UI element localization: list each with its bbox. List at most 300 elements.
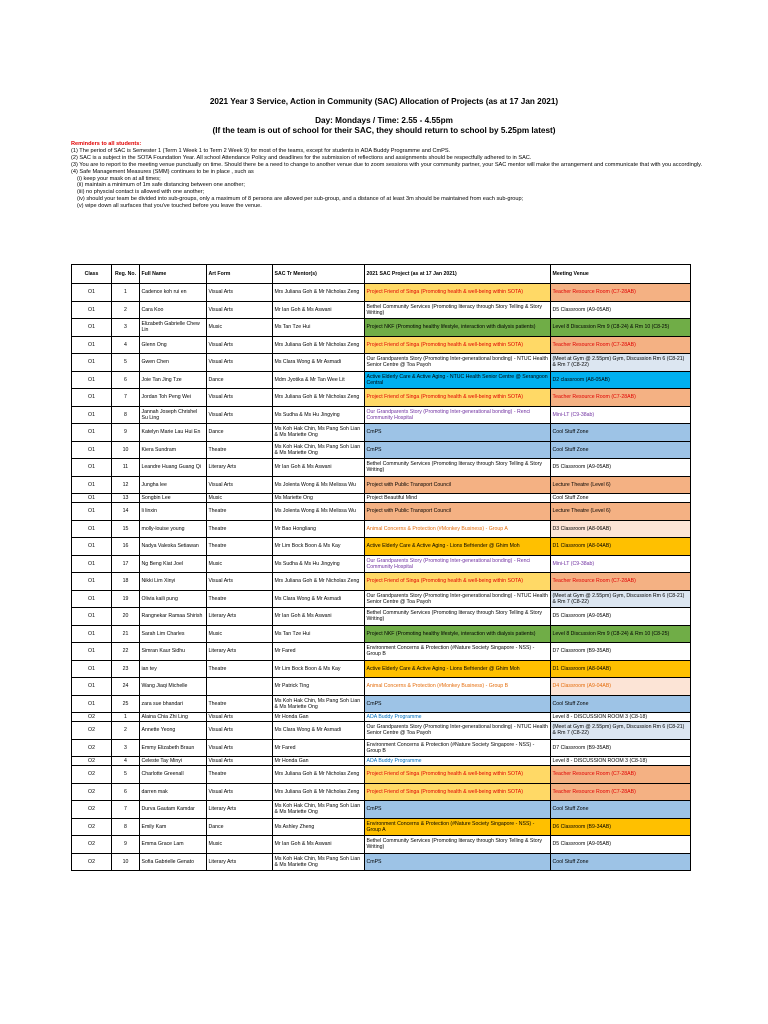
cell-full-name: Rangnekar Ramaa Shirish (140, 608, 207, 626)
table-row (72, 783, 691, 801)
cell-reg-no: 22 (112, 643, 140, 661)
cell-venue: D7 Classroom (B9-35AB) (551, 739, 691, 757)
cell-full-name: Emmy Elizabeth Braun (140, 739, 207, 757)
cell-project: Animal Concerns & Protection (#Monkey Business) - Group A (365, 520, 551, 538)
cell-project: Project Friend of Singa (Promoting health & well-being within SOTA) (365, 783, 551, 801)
table-row (72, 695, 691, 713)
cell-class: O1 (72, 476, 112, 494)
cell-project: CmPS (365, 424, 551, 442)
cell-art-form: Dance (207, 371, 273, 389)
cell-art-form: Theatre (207, 590, 273, 608)
cell-project: Project NKF (Promoting healthy lifestyle, interaction with dialysis patients) (365, 319, 551, 337)
table-row (72, 354, 691, 372)
cell-mentor: Mr Fared (273, 739, 365, 757)
cell-project: ADA Buddy Programme (365, 713, 551, 722)
cell-project: Active Elderly Care & Active Aging - NTUC Health Senior Centre @ Serangoon Central (365, 371, 551, 389)
col-header-art-form: Art Form (207, 265, 273, 284)
cell-reg-no: 5 (112, 766, 140, 784)
cell-mentor: Mr Ian Goh & Ms Aswani (273, 459, 365, 477)
cell-project: Our Grandparents Story (Promoting Inter-generational bonding) - Renci Community Hospital (365, 406, 551, 424)
cell-full-name: ian tey (140, 660, 207, 678)
cell-mentor: Ms Tan Tze Hui (273, 625, 365, 643)
smm-item: (i) keep your mask on at all times; (77, 175, 161, 182)
table-row (72, 836, 691, 854)
cell-full-name: li linxin (140, 503, 207, 521)
table-body (72, 284, 691, 871)
table-row (72, 301, 691, 319)
cell-mentor: Mr Ian Goh & Ms Aswani (273, 301, 365, 319)
cell-class: O1 (72, 555, 112, 573)
cell-venue: Teacher Resource Room (C7-28AB) (551, 573, 691, 591)
cell-reg-no: 4 (112, 336, 140, 354)
cell-venue: (Meet at Gym @ 2.55pm) Gym, Discussion Rm 6 (C8-21) & Rm 7 (C8-22) (551, 722, 691, 740)
cell-project: Our Grandparents Story (Promoting Inter-generational bonding) - NTUC Health Senior Centre @ Toa Payoh (365, 354, 551, 372)
table-row (72, 389, 691, 407)
cell-full-name: Jordan Toh Peng Wei (140, 389, 207, 407)
cell-reg-no: 8 (112, 818, 140, 836)
cell-reg-no: 5 (112, 354, 140, 372)
schedule-line: Day: Mondays / Time: 2.55 - 4.55pm (315, 116, 453, 125)
cell-project: CmPS (365, 801, 551, 819)
cell-project: Our Grandparents Story (Promoting Inter-generational bonding) - NTUC Health Senior Centre @ Toa Payoh (365, 722, 551, 740)
cell-art-form: Visual Arts (207, 757, 273, 766)
cell-full-name: darren mak (140, 783, 207, 801)
cell-mentor: Ms Koh Hak Chin, Ms Pang Soh Lian & Ms Mariette Ong (273, 853, 365, 871)
cell-class: O1 (72, 389, 112, 407)
cell-reg-no: 3 (112, 739, 140, 757)
smm-item: (v) wipe down all surfaces that you've touched before you leave the venue. (77, 203, 262, 210)
cell-class: O2 (72, 818, 112, 836)
cell-full-name: Wang Jiaqi Michelle (140, 678, 207, 696)
cell-class: O2 (72, 757, 112, 766)
cell-full-name: Songbin Lee (140, 494, 207, 503)
cell-full-name: Celeste Tay Minyi (140, 757, 207, 766)
cell-reg-no: 19 (112, 590, 140, 608)
table-row (72, 722, 691, 740)
cell-venue: D6 Classroom (B9-34AB) (551, 818, 691, 836)
cell-art-form: Visual Arts (207, 389, 273, 407)
col-header-full-name: Full Name (140, 265, 207, 284)
cell-project: Environment Concerns & Protection (#Nature Society Singapore - NSS) - Group B (365, 643, 551, 661)
cell-mentor: Ms Clara Wong & Mr Asmadi (273, 590, 365, 608)
cell-class: O2 (72, 836, 112, 854)
cell-art-form: Visual Arts (207, 406, 273, 424)
cell-venue: Cool Stuff Zone (551, 695, 691, 713)
cell-project: CmPS (365, 853, 551, 871)
cell-art-form: Visual Arts (207, 354, 273, 372)
cell-full-name: Emily Kam (140, 818, 207, 836)
cell-project: Bethel Community Services (Promoting literacy through Story Telling & Story Writing) (365, 836, 551, 854)
cell-project: Project Friend of Singa (Promoting health & well-being within SOTA) (365, 284, 551, 302)
cell-full-name: Durva Gautam Kamdar (140, 801, 207, 819)
cell-project: Project Friend of Singa (Promoting health & well-being within SOTA) (365, 573, 551, 591)
cell-art-form: Visual Arts (207, 783, 273, 801)
cell-full-name: Charlotte Greenall (140, 766, 207, 784)
table-row (72, 713, 691, 722)
cell-reg-no: 20 (112, 608, 140, 626)
cell-venue: D7 Classroom (B9-35AB) (551, 643, 691, 661)
cell-art-form: Theatre (207, 695, 273, 713)
cell-mentor: Mr Honda Gan (273, 757, 365, 766)
cell-reg-no: 2 (112, 301, 140, 319)
cell-full-name: Annette Yeong (140, 722, 207, 740)
cell-mentor: Ms Jolenta Wong & Ms Melissa Wu (273, 476, 365, 494)
table-row (72, 459, 691, 477)
cell-full-name: Leandre Huang Guang Qi (140, 459, 207, 477)
cell-full-name: Nikki Lim Xinyi (140, 573, 207, 591)
cell-reg-no: 9 (112, 836, 140, 854)
cell-full-name: molly-louise young (140, 520, 207, 538)
cell-class: O1 (72, 494, 112, 503)
reminder-item: (4) Safe Management Measures (SMM) continues to be in place , such as (71, 168, 254, 175)
cell-reg-no: 4 (112, 757, 140, 766)
col-header-mentor: SAC Tr Mentor(s) (273, 265, 365, 284)
cell-venue: (Meet at Gym @ 2.55pm) Gym, Discussion Rm 6 (C8-21) & Rm 7 (C8-22) (551, 354, 691, 372)
table-row (72, 476, 691, 494)
cell-art-form: Literary Arts (207, 801, 273, 819)
cell-art-form: Visual Arts (207, 336, 273, 354)
cell-full-name: Jannah Joseph Chrishel Su Ling (140, 406, 207, 424)
reminder-item: (3) You are to report to the meeting venue punctually on time. Should there be a need to change to another venue due to zoom sessions with your community partner, your SAC mentor will make the arrangement and communicate that with you accordingly. (71, 161, 703, 168)
cell-project: Animal Concerns & Protection (#Monkey Business) - Group B (365, 678, 551, 696)
table-row (72, 757, 691, 766)
cell-project: Environment Concerns & Protection (#Nature Society Singapore - NSS) - Group A (365, 818, 551, 836)
cell-class: O2 (72, 739, 112, 757)
cell-reg-no: 25 (112, 695, 140, 713)
cell-venue: (Meet at Gym @ 2.55pm) Gym, Discussion Rm 6 (C8-21) & Rm 7 (C8-22) (551, 590, 691, 608)
cell-class: O2 (72, 853, 112, 871)
cell-venue: D4 Classroom (A9-04AB) (551, 678, 691, 696)
smm-item: (ii) maintain a minimum of 1m safe distancing between one another; (77, 182, 245, 189)
cell-project: CmPS (365, 441, 551, 459)
cell-reg-no: 13 (112, 494, 140, 503)
cell-venue: Mini-LT (C9-38ab) (551, 555, 691, 573)
cell-mentor: Ms Ashley Zheng (273, 818, 365, 836)
cell-art-form: Visual Arts (207, 573, 273, 591)
cell-art-form: Literary Arts (207, 608, 273, 626)
cell-venue: Cool Stuff Zone (551, 801, 691, 819)
cell-mentor: Ms Clara Wong & Mr Asmadi (273, 354, 365, 372)
cell-venue: D1 Classroom (A8-04AB) (551, 538, 691, 556)
cell-venue: Cool Stuff Zone (551, 494, 691, 503)
cell-reg-no: 6 (112, 783, 140, 801)
table-row (72, 678, 691, 696)
cell-full-name: Alaina Chia Zhi Ling (140, 713, 207, 722)
cell-reg-no: 18 (112, 573, 140, 591)
table-row (72, 643, 691, 661)
cell-full-name: Ng Beng Kiat Joel (140, 555, 207, 573)
cell-reg-no: 10 (112, 853, 140, 871)
cell-class: O1 (72, 459, 112, 477)
table-row (72, 766, 691, 784)
table-row (72, 538, 691, 556)
cell-project: Project NKF (Promoting healthy lifestyle, interaction with dialysis patients) (365, 625, 551, 643)
cell-class: O1 (72, 284, 112, 302)
cell-venue: D1 Classroom (A8-04AB) (551, 660, 691, 678)
reminder-item: (2) SAC is a subject in the SOTA Foundation Year. All school Attendance Policy and deadlines for the submission of reflections and assignments should be respectfully adhered to in SAC. (71, 154, 532, 161)
cell-reg-no: 3 (112, 319, 140, 337)
table-row (72, 441, 691, 459)
cell-reg-no: 1 (112, 284, 140, 302)
cell-mentor: Mr Honda Gan (273, 713, 365, 722)
cell-full-name: Katelyn Marie Lau Hui En (140, 424, 207, 442)
cell-class: O1 (72, 319, 112, 337)
cell-class: O1 (72, 608, 112, 626)
cell-venue: D2 classroom (A8-05AB) (551, 371, 691, 389)
cell-reg-no: 21 (112, 625, 140, 643)
cell-project: Environment Concerns & Protection (#Nature Society Singapore - NSS) - Group B (365, 739, 551, 757)
cell-class: O1 (72, 660, 112, 678)
cell-art-form: Visual Arts (207, 739, 273, 757)
cell-reg-no: 17 (112, 555, 140, 573)
cell-reg-no: 2 (112, 722, 140, 740)
cell-class: O1 (72, 503, 112, 521)
table-row (72, 573, 691, 591)
cell-venue: D5 Classroom (A9-05AB) (551, 836, 691, 854)
cell-art-form: Theatre (207, 660, 273, 678)
cell-art-form: Visual Arts (207, 713, 273, 722)
cell-art-form: Theatre (207, 766, 273, 784)
cell-project: Bethel Community Services (Promoting literacy through Story Telling & Story Writing) (365, 459, 551, 477)
cell-art-form: Music (207, 836, 273, 854)
cell-full-name: Sofia Gabrielle Genato (140, 853, 207, 871)
cell-project: CmPS (365, 695, 551, 713)
cell-class: O2 (72, 766, 112, 784)
cell-mentor: Ms Jolenta Wong & Ms Melissa Wu (273, 503, 365, 521)
cell-mentor: Mrs Juliana Goh & Mr Nicholas Zeng (273, 573, 365, 591)
cell-class: O1 (72, 371, 112, 389)
cell-reg-no: 11 (112, 459, 140, 477)
return-note: (If the team is out of school for their SAC, they should return to school by 5.25pm latest) (212, 126, 556, 135)
cell-reg-no: 7 (112, 389, 140, 407)
table-row (72, 625, 691, 643)
table-row (72, 739, 691, 757)
reminders-block (71, 141, 711, 210)
cell-mentor: Ms Clara Wong & Mr Asmadi (273, 722, 365, 740)
cell-venue: Cool Stuff Zone (551, 441, 691, 459)
cell-mentor: Mr Patrick Ting (273, 678, 365, 696)
cell-class: O1 (72, 573, 112, 591)
cell-reg-no: 24 (112, 678, 140, 696)
cell-reg-no: 1 (112, 713, 140, 722)
cell-art-form: Theatre (207, 538, 273, 556)
cell-reg-no: 12 (112, 476, 140, 494)
allocation-table (71, 264, 691, 871)
cell-art-form: Theatre (207, 503, 273, 521)
table-row (72, 520, 691, 538)
cell-project: Our Grandparents Story (Promoting Inter-generational bonding) - NTUC Health Senior Centre @ Toa Payoh (365, 590, 551, 608)
document-title: 2021 Year 3 Service, Action in Community (SAC) Allocation of Projects (as at 17 Jan 2021) (209, 97, 559, 106)
cell-project: Our Grandparents Story (Promoting Inter-generational bonding) - Renci Community Hospital (365, 555, 551, 573)
cell-full-name: zara sue bhandari (140, 695, 207, 713)
cell-class: O2 (72, 722, 112, 740)
cell-project: Active Elderly Care & Active Aging - Lions Befriender @ Ghim Moh (365, 660, 551, 678)
table-row (72, 406, 691, 424)
cell-mentor: Ms Tan Tze Hui (273, 319, 365, 337)
cell-class: O1 (72, 520, 112, 538)
table-row (72, 555, 691, 573)
cell-project: Project with Public Transport Council (365, 503, 551, 521)
cell-project: Project Friend of Singa (Promoting health & well-being within SOTA) (365, 336, 551, 354)
cell-mentor: Mrs Juliana Goh & Mr Nicholas Zeng (273, 389, 365, 407)
cell-art-form: Theatre (207, 520, 273, 538)
cell-venue: Level 8 - DISCUSSION ROOM 3 (C8-18) (551, 713, 691, 722)
cell-venue: Level 8 - DISCUSSION ROOM 3 (C8-18) (551, 757, 691, 766)
cell-full-name: Emma Grace Lam (140, 836, 207, 854)
cell-project: Project Friend of Singa (Promoting health & well-being within SOTA) (365, 766, 551, 784)
cell-class: O1 (72, 336, 112, 354)
cell-art-form: Visual Arts (207, 476, 273, 494)
cell-project: Project Friend of Singa (Promoting health & well-being within SOTA) (365, 389, 551, 407)
cell-full-name: Olivia kaili pung (140, 590, 207, 608)
cell-class: O1 (72, 695, 112, 713)
cell-art-form: Visual Arts (207, 301, 273, 319)
cell-project: Project Beautiful Mind (365, 494, 551, 503)
cell-class: O1 (72, 538, 112, 556)
cell-class: O1 (72, 678, 112, 696)
cell-art-form: Theatre (207, 441, 273, 459)
cell-art-form: Visual Arts (207, 284, 273, 302)
table-row (72, 608, 691, 626)
table-row (72, 660, 691, 678)
cell-class: O1 (72, 643, 112, 661)
cell-full-name: Joie Tan Jing Tze (140, 371, 207, 389)
cell-mentor: Ms Mariette Ong (273, 494, 365, 503)
cell-mentor: Mdm Jyotika & Mr Tan Wee Lit (273, 371, 365, 389)
col-header-project: 2021 SAC Project (as at 17 Jan 2021) (365, 265, 551, 284)
cell-full-name: Nadya Valeska Setiawan (140, 538, 207, 556)
table-row (72, 494, 691, 503)
cell-project: Bethel Community Services (Promoting literacy through Story Telling & Story Writing) (365, 301, 551, 319)
table-row (72, 801, 691, 819)
col-header-venue: Meeting Venue (551, 265, 691, 284)
cell-full-name: Kiera Sundram (140, 441, 207, 459)
cell-mentor: Mr Bao Hongliang (273, 520, 365, 538)
cell-mentor: Mr Lim Bock Boon & Ms Kay (273, 660, 365, 678)
cell-class: O2 (72, 783, 112, 801)
cell-art-form: Music (207, 494, 273, 503)
cell-mentor: Mrs Juliana Goh & Mr Nicholas Zeng (273, 766, 365, 784)
cell-venue: Cool Stuff Zone (551, 853, 691, 871)
cell-venue: Lecture Theatre (Level 6) (551, 503, 691, 521)
smm-item: (iv) should your team be divided into sub-groups, only a maximum of 8 persons are allowed per sub-group, and a distance of at least 3m should be maintained from each sub-group; (77, 196, 524, 203)
cell-venue: Teacher Resource Room (C7-28AB) (551, 389, 691, 407)
table-header-row (72, 265, 691, 284)
cell-project: Active Elderly Care & Active Aging - Lions Befriender @ Ghim Moh (365, 538, 551, 556)
cell-mentor: Mr Lim Bock Boon & Ms Kay (273, 538, 365, 556)
cell-project: ADA Buddy Programme (365, 757, 551, 766)
cell-reg-no: 8 (112, 406, 140, 424)
table-row (72, 371, 691, 389)
cell-mentor: Ms Sudha & Ms Hu Jingying (273, 555, 365, 573)
cell-venue: Lecture Theatre (Level 6) (551, 476, 691, 494)
cell-class: O1 (72, 424, 112, 442)
cell-venue: Cool Stuff Zone (551, 424, 691, 442)
cell-venue: Teacher Resource Room (C7-28AB) (551, 284, 691, 302)
cell-art-form: Literary Arts (207, 853, 273, 871)
cell-reg-no: 9 (112, 424, 140, 442)
cell-venue: Teacher Resource Room (C7-28AB) (551, 766, 691, 784)
cell-reg-no: 23 (112, 660, 140, 678)
cell-art-form: Dance (207, 424, 273, 442)
cell-venue: Mini-LT (C9-38ab) (551, 406, 691, 424)
smm-item: (iii) no physcial contact is allowed with one another; (77, 189, 205, 196)
cell-reg-no: 14 (112, 503, 140, 521)
cell-mentor: Mr Ian Goh & Ms Aswani (273, 608, 365, 626)
cell-art-form: Literary Arts (207, 459, 273, 477)
cell-art-form (207, 678, 273, 696)
cell-full-name: Simran Kaur Sidhu (140, 643, 207, 661)
table-row (72, 818, 691, 836)
cell-mentor: Ms Koh Hak Chin, Ms Pang Soh Lian & Ms Mariette Ong (273, 424, 365, 442)
cell-art-form: Dance (207, 818, 273, 836)
cell-full-name: Gwen Chen (140, 354, 207, 372)
reminders-heading: Reminders to all students: (71, 141, 142, 147)
cell-art-form: Music (207, 625, 273, 643)
cell-art-form: Music (207, 319, 273, 337)
cell-reg-no: 16 (112, 538, 140, 556)
cell-class: O1 (72, 441, 112, 459)
cell-mentor: Mrs Juliana Goh & Mr Nicholas Zeng (273, 284, 365, 302)
cell-mentor: Mrs Juliana Goh & Mr Nicholas Zeng (273, 783, 365, 801)
cell-mentor: Ms Koh Hak Chin, Ms Pang Soh Lian & Ms Mariette Ong (273, 441, 365, 459)
cell-class: O1 (72, 590, 112, 608)
cell-full-name: Glenn Ong (140, 336, 207, 354)
cell-venue: D5 Classroom (A9-05AB) (551, 608, 691, 626)
cell-class: O2 (72, 713, 112, 722)
table-row (72, 590, 691, 608)
cell-class: O1 (72, 625, 112, 643)
cell-reg-no: 7 (112, 801, 140, 819)
col-header-class: Class (72, 265, 112, 284)
cell-reg-no: 15 (112, 520, 140, 538)
table-row (72, 503, 691, 521)
cell-reg-no: 10 (112, 441, 140, 459)
cell-art-form: Visual Arts (207, 722, 273, 740)
cell-venue: Teacher Resource Room (C7-28AB) (551, 783, 691, 801)
cell-mentor: Ms Koh Hak Chin, Ms Pang Soh Lian & Ms Mariette Ong (273, 801, 365, 819)
reminder-item: (1) The period of SAC is Semester 1 (Term 1 Week 1 to Term 2 Week 9) for most of the teams, except for students in ADA Buddy Programme and CmPS. (71, 147, 451, 154)
cell-full-name: Cara Koo (140, 301, 207, 319)
cell-mentor: Ms Sudha & Ms Hu Jingying (273, 406, 365, 424)
cell-project: Bethel Community Services (Promoting literacy through Story Telling & Story Writing) (365, 608, 551, 626)
table-row (72, 853, 691, 871)
cell-art-form: Literary Arts (207, 643, 273, 661)
cell-mentor: Mrs Juliana Goh & Mr Nicholas Zeng (273, 336, 365, 354)
cell-project: Project with Public Transport Council (365, 476, 551, 494)
cell-class: O1 (72, 354, 112, 372)
cell-mentor: Ms Koh Hak Chin, Ms Pang Soh Lian & Ms Mariette Ong (273, 695, 365, 713)
cell-art-form: Music (207, 555, 273, 573)
cell-venue: Level 8 Discussion Rm 9 (C8-24) & Rm 10 (C8-25) (551, 625, 691, 643)
table-row (72, 284, 691, 302)
cell-venue: Level 8 Discussion Rm 9 (C8-24) & Rm 10 (C8-25) (551, 319, 691, 337)
cell-reg-no: 6 (112, 371, 140, 389)
cell-full-name: Cadence koh rui en (140, 284, 207, 302)
table-row (72, 424, 691, 442)
cell-class: O1 (72, 406, 112, 424)
table-row (72, 319, 691, 337)
cell-venue: D5 Classroom (A9-05AB) (551, 459, 691, 477)
cell-full-name: Sarah Lim Charles (140, 625, 207, 643)
cell-venue: D5 Classroom (A9-05AB) (551, 301, 691, 319)
table-row (72, 336, 691, 354)
col-header-reg-no: Reg. No. (112, 265, 140, 284)
cell-class: O1 (72, 301, 112, 319)
cell-full-name: Jungha lee (140, 476, 207, 494)
cell-mentor: Mr Fared (273, 643, 365, 661)
cell-full-name: Elizabeth Gabrielle Chew Lin (140, 319, 207, 337)
